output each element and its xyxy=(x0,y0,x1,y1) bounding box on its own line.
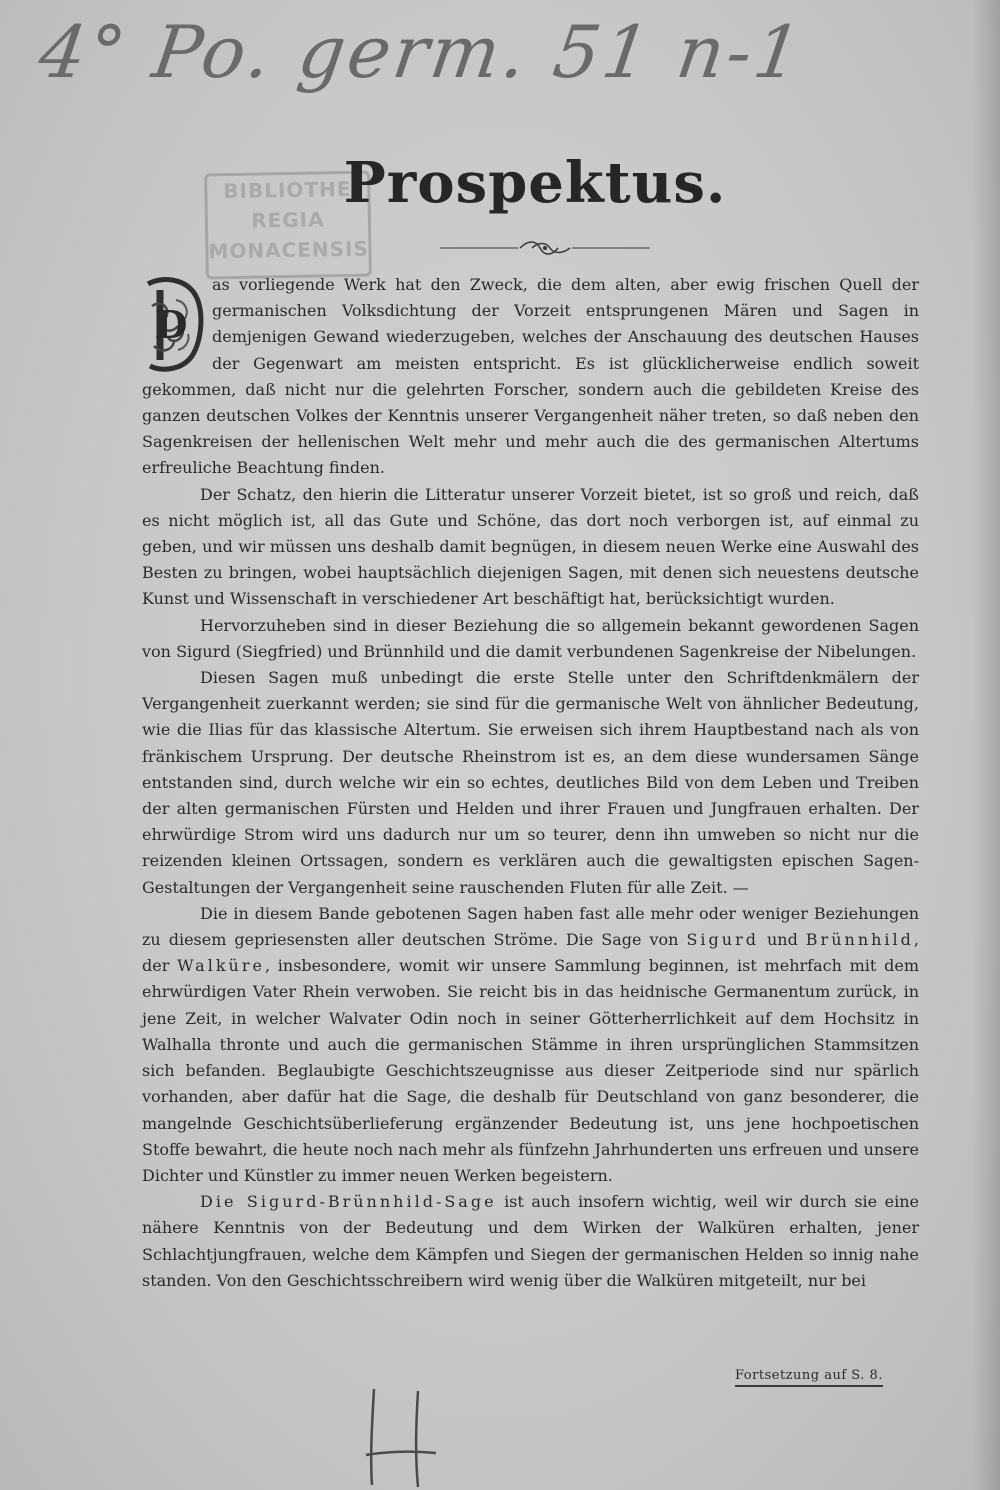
paragraph-3: Hervorzuheben sind in dieser Beziehung die so allgemein bekannt gewordenen Sagen von Sigurd (Siegfried) und Brünnhild und die damit verbundenen Sagenkreise der Nibelungen. xyxy=(142,615,919,661)
paragraph-5-text-c: , der xyxy=(142,930,919,976)
dropcap-letter: D xyxy=(154,302,188,347)
paragraph-1-text: as vorliegende Werk hat den Zweck, die dem alten, aber ewig frischen Quell der germanischen Volksdichtung der Vorzeit entsprungenen Mären und Sagen in demjenigen Gewand wiederzugeben, welches der Anschauung des deutschen Hauses der Gegenwart am meisten entspricht. Es ist glücklicherweise endlich soweit gekommen, daß nicht nur die gelehrten Forscher, sondern auch die gebildeten Kreise des ganzen deutschen Volkes der Kenntnis unserer Vergangenheit näher treten, so daß neben den Sagenkreisen der hellenischen Welt mehr und mehr auch die des germanischen Altertums erfreuliche Beachtung finden. xyxy=(142,275,919,478)
page-title: Prospektus. xyxy=(343,150,727,216)
paragraph-6-text: ist auch insofern wichtig, weil wir durch sie eine nähere Kenntnis von der Bedeutung und dem Wirken der Walküren erhalten, jener Schlachtjungfrauen, welche dem Kämpfen und Siegen der germanischen Helden so innig nahe standen. Von den Geschichtsschreibern wird wenig über die Walküren mitgeteilt, nur bei xyxy=(142,1192,919,1290)
paragraph-5-text-a: Die in diesem Bande gebotenen Sagen haben fast alle mehr oder weniger Beziehungen zu diesem gepriesensten aller deutschen Ströme. Die Sage von xyxy=(142,903,919,950)
paragraph-4: Diesen Sagen muß unbedingt die erste Stelle unter den Schriftdenkmälern der Vergangenheit zuerkannt werden; sie sind für die germanische Welt von ähnlicher Bedeutung, wie die Ilias für das klassische Altertum. Sie erweisen sich ihrem Hauptbestand nach als von fränkischem Ursprung. Der deutsche Rheinstrom ist es, an dem diese wundersamen Sänge entstanden sind, durch welche wir ein so echtes, deutliches Bild von dem Leben und Treiben der alten germanischen Fürsten und Helden und ihrer Frauen und Jungfrauen erhalten. Der ehrwürdige Strom wird uns dadurch nur um so teurer, denn ihn umweben so nicht nur die reizenden kleinen Ortssagen, sondern es verklären auch die gewaltigsten epischen Sagen-Gestaltungen der Vergangenheit seine rauschenden Fluten für alle Zeit. — xyxy=(142,668,919,897)
page-edge-shadow xyxy=(972,0,1000,1490)
title-ornament xyxy=(440,238,650,258)
paragraph-2: Der Schatz, den hierin die Litteratur unserer Vorzeit bietet, ist so groß und reich, daß es nicht möglich ist, all das Gute und Schöne, das dort noch verborgen ist, auf einmal zu geben, und wir müssen uns deshalb damit begnügen, in diesem neuen Werke eine Auswahl des Besten zu bringen, wobei hauptsächlich diejenigen Sagen, mit denen sich neuestens deutsche Kunst und Wissenschaft in verschiedener Art beschäftigt hat, berücksichtigt wurden. xyxy=(142,484,919,609)
handwritten-shelfmark: 4° Po. germ. 51 n-1 xyxy=(34,10,810,94)
name-bruennhild: Brünnhild xyxy=(805,930,914,950)
prospectus-body xyxy=(142,272,919,1294)
paragraph-5-text-d: , insbesondere, womit wir unsere Sammlung beginnen, ist mehrfach mit dem ehrwürdigen Vater Rhein verwoben. Sie reicht bis in das heidnische Germanentum zurück, in jene Zeit, in welcher Walvater Odin noch in seiner Götterherrlichkeit auf dem Hochsitz in Walhalla thronte und auch die germanischen Stämme in ihren ursprünglichen Stammsitzen sich befanden. Beglaubigte Geschichtszeugnisse aus dieser Zeitperiode sind nur spärlich vorhanden, aber dafür hat die Sage, die deshalb für Deutschland von ganz besonderer, die mangelnde Geschichtsüberlieferung ergänzender Bedeutung ist, uns jene hochpoetischen Stoffe bewahrt, die heute noch nach mehr als fünfzehn Jahrhunderten uns erfreuen und unsere Dichter und Künstler zu immer neuen Werken begeistern. xyxy=(142,956,919,1185)
paragraph-5 xyxy=(142,901,919,1189)
paragraph-5-text-b: und xyxy=(758,930,806,950)
saga-title: Die Sigurd-Brünnhild-Sage xyxy=(200,1192,497,1212)
page-mark-text: 4 xyxy=(399,1445,401,1446)
continuation-note: Fortsetzung auf S. 8. xyxy=(735,1368,883,1387)
ornamental-initial-icon xyxy=(142,276,204,374)
stamp-line-3: MONACENSIS xyxy=(208,236,370,264)
handwritten-page-mark-icon xyxy=(360,1385,440,1490)
name-walkuere: Walküre xyxy=(177,956,265,976)
stamp-line-2: REGIA xyxy=(251,207,325,233)
paragraph-6 xyxy=(142,1189,919,1294)
name-sigurd: Sigurd xyxy=(686,930,759,950)
paragraph-1 xyxy=(142,272,919,482)
stamp-line-1: BIBLIOTHE xyxy=(223,176,352,204)
